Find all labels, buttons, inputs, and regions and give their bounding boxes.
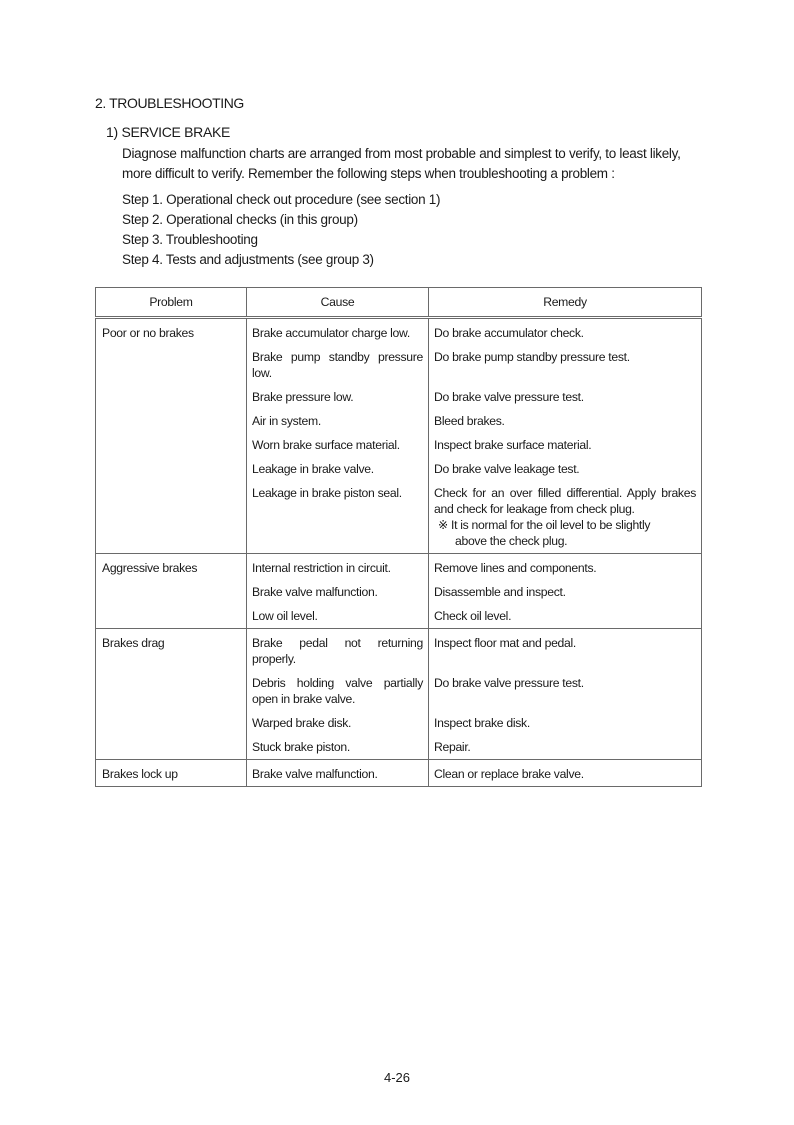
cause-item: Brake pedal not returning properly.	[252, 636, 423, 666]
cause-cell	[247, 554, 429, 629]
cause-item: Brake valve malfunction.	[252, 585, 378, 599]
cause-item: Air in system.	[252, 414, 321, 428]
cause-item: Debris holding valve partially open in brake valve.	[252, 676, 423, 706]
cause-item: Low oil level.	[252, 609, 318, 623]
page-number: 4-26	[383, 1070, 411, 1085]
remedy-item: Do brake valve leakage test.	[434, 462, 580, 476]
note-line: above the check plug.	[455, 534, 568, 548]
remedy-item: Inspect brake surface material.	[434, 438, 592, 452]
problem-label: Poor or no brakes	[102, 326, 194, 340]
section-heading: 2. TROUBLESHOOTING	[95, 95, 244, 111]
remedy-item: Do brake valve pressure test.	[434, 390, 584, 404]
remedy-item: Repair.	[434, 740, 471, 754]
remedy-cell	[429, 629, 702, 760]
step-list	[122, 190, 440, 270]
troubleshooting-table	[95, 287, 702, 787]
problem-label: Brakes lock up	[102, 767, 178, 781]
remedy-item: Disassemble and inspect.	[434, 585, 566, 599]
table-row	[96, 629, 702, 760]
column-header-cause: Cause	[247, 288, 429, 318]
remedy-cell	[429, 760, 702, 787]
cause-cell	[247, 629, 429, 760]
problem-cell	[96, 629, 247, 760]
step-item: Step 2. Operational checks (in this group)	[122, 212, 358, 227]
note	[434, 517, 696, 549]
remedy-item: Check oil level.	[434, 609, 512, 623]
problem-cell	[96, 554, 247, 629]
intro-paragraph: Diagnose malfunction charts are arranged from most probable and simplest to verify, to least likely, more difficult to verify. Remember the following steps when troubleshooting a problem :	[122, 146, 681, 181]
table-row	[96, 318, 702, 554]
cause-item: Worn brake surface material.	[252, 438, 400, 452]
column-header-remedy: Remedy	[429, 288, 702, 318]
cause-cell	[247, 760, 429, 787]
problem-label: Brakes drag	[102, 636, 165, 650]
note-line: It is normal for the oil level to be slightly	[451, 518, 651, 532]
cause-item: Brake valve malfunction.	[252, 767, 378, 781]
cause-cell	[247, 318, 429, 554]
cause-item: Internal restriction in circuit.	[252, 561, 391, 575]
cause-item: Brake pump standby pressure low.	[252, 350, 423, 380]
remedy-cell	[429, 554, 702, 629]
cause-item: Brake pressure low.	[252, 390, 354, 404]
step-item: Step 4. Tests and adjustments (see group 3)	[122, 252, 374, 267]
table-row	[96, 760, 702, 787]
cause-item: Warped brake disk.	[252, 716, 352, 730]
problem-cell	[96, 318, 247, 554]
remedy-cell	[429, 318, 702, 554]
problem-cell	[96, 760, 247, 787]
remedy-item: Do brake accumulator check.	[434, 326, 584, 340]
remedy-item: Inspect brake disk.	[434, 716, 530, 730]
cause-item: Stuck brake piston.	[252, 740, 350, 754]
remedy-item: Remove lines and components.	[434, 561, 597, 575]
remedy-item	[434, 485, 696, 549]
remedy-item: Clean or replace brake valve.	[434, 767, 584, 781]
cause-item: Leakage in brake valve.	[252, 462, 374, 476]
column-header-problem: Problem	[96, 288, 247, 318]
remedy-item: Do brake valve pressure test.	[434, 676, 584, 690]
step-item: Step 1. Operational check out procedure (see section 1)	[122, 192, 441, 207]
step-item: Step 3. Troubleshooting	[122, 232, 258, 247]
problem-label: Aggressive brakes	[102, 561, 198, 575]
cause-item: Brake accumulator charge low.	[252, 326, 410, 340]
cause-item: Leakage in brake piston seal.	[252, 486, 402, 500]
remedy-item: Bleed brakes.	[434, 414, 505, 428]
remedy-item: Do brake pump standby pressure test.	[434, 350, 630, 364]
remedy-item: Inspect floor mat and pedal.	[434, 636, 577, 650]
table-row	[96, 554, 702, 629]
remedy-text: Check for an over filled differential. Apply brakes and check for leakage from check plug.	[434, 486, 696, 516]
subsection-heading: 1) SERVICE BRAKE	[106, 124, 231, 140]
table-header-row	[96, 288, 702, 318]
note-mark-icon: ※	[438, 518, 448, 532]
